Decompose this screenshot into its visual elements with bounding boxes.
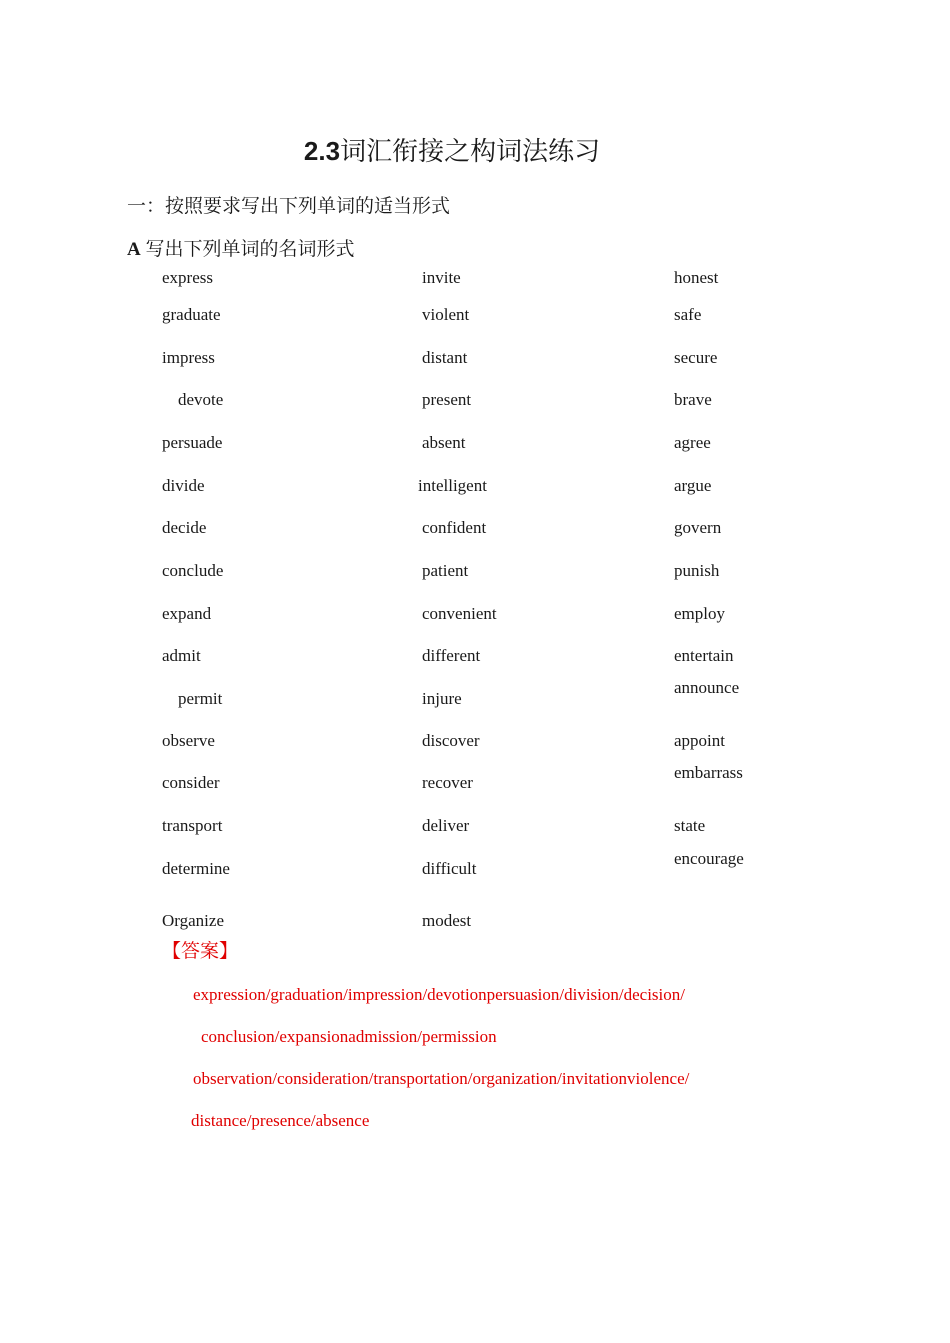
word-item: consider xyxy=(162,773,220,792)
word-item: secure xyxy=(674,348,718,367)
word-item: violent xyxy=(422,305,470,324)
word-item: permit xyxy=(178,689,223,708)
word-item: observe xyxy=(162,731,215,750)
word-item: intelligent xyxy=(418,476,487,495)
word-item: deliver xyxy=(422,816,470,835)
word-item: confident xyxy=(422,518,487,537)
word-item: invite xyxy=(422,268,461,287)
word-item: punish xyxy=(674,561,720,580)
word-item: admit xyxy=(162,646,201,665)
answer-line: observation/consideration/transportation/organization/invitationviolence/ xyxy=(193,1069,690,1088)
subsection-heading xyxy=(127,237,355,263)
word-item: Organize xyxy=(162,911,224,930)
answer-line: conclusion/expansionadmission/permission xyxy=(201,1027,497,1046)
word-item: conclude xyxy=(162,561,224,580)
word-item: employ xyxy=(674,604,725,623)
word-item: state xyxy=(674,816,706,835)
word-item: discover xyxy=(422,731,480,750)
word-item: brave xyxy=(674,390,712,409)
word-item: argue xyxy=(674,476,712,495)
word-item: honest xyxy=(674,268,719,287)
title-number: 2.3 xyxy=(303,136,341,166)
word-item: express xyxy=(162,268,213,287)
word-item: graduate xyxy=(162,305,221,324)
answer-line: expression/graduation/impression/devotionpersuasion/division/decision/ xyxy=(193,985,685,1004)
word-item: determine xyxy=(162,859,230,878)
word-item: transport xyxy=(162,816,223,835)
word-item: absent xyxy=(422,433,466,452)
page-title xyxy=(0,134,904,169)
answer-line: distance/presence/absence xyxy=(191,1111,370,1130)
word-item: impress xyxy=(162,348,215,367)
word-item: convenient xyxy=(422,604,497,623)
word-item: encourage xyxy=(674,849,744,868)
subsection-letter: A xyxy=(127,239,141,260)
word-item: safe xyxy=(674,305,702,324)
word-item: expand xyxy=(162,604,212,623)
word-item: distant xyxy=(422,348,468,367)
word-item: devote xyxy=(178,390,224,409)
word-item: embarrass xyxy=(674,763,743,782)
word-item: difficult xyxy=(422,859,477,878)
word-item: govern xyxy=(674,518,722,537)
word-item: recover xyxy=(422,773,473,792)
section-heading: 一：按照要求写出下列单词的适当形式 xyxy=(127,196,451,217)
word-item: persuade xyxy=(162,433,223,452)
word-item: patient xyxy=(422,561,469,580)
title-text: 词汇衔接之构词法练习 xyxy=(340,137,601,166)
word-item: announce xyxy=(674,678,740,697)
word-item: agree xyxy=(674,433,711,452)
answer-label: 【答案】 xyxy=(162,941,239,962)
word-item: appoint xyxy=(674,731,725,750)
subsection-text: 写出下列单词的名词形式 xyxy=(145,239,355,260)
word-item: injure xyxy=(422,689,462,708)
word-item: different xyxy=(422,646,481,665)
word-item: modest xyxy=(422,911,472,930)
word-item: decide xyxy=(162,518,207,537)
word-item: divide xyxy=(162,476,205,495)
word-item: entertain xyxy=(674,646,734,665)
word-item: present xyxy=(422,390,472,409)
